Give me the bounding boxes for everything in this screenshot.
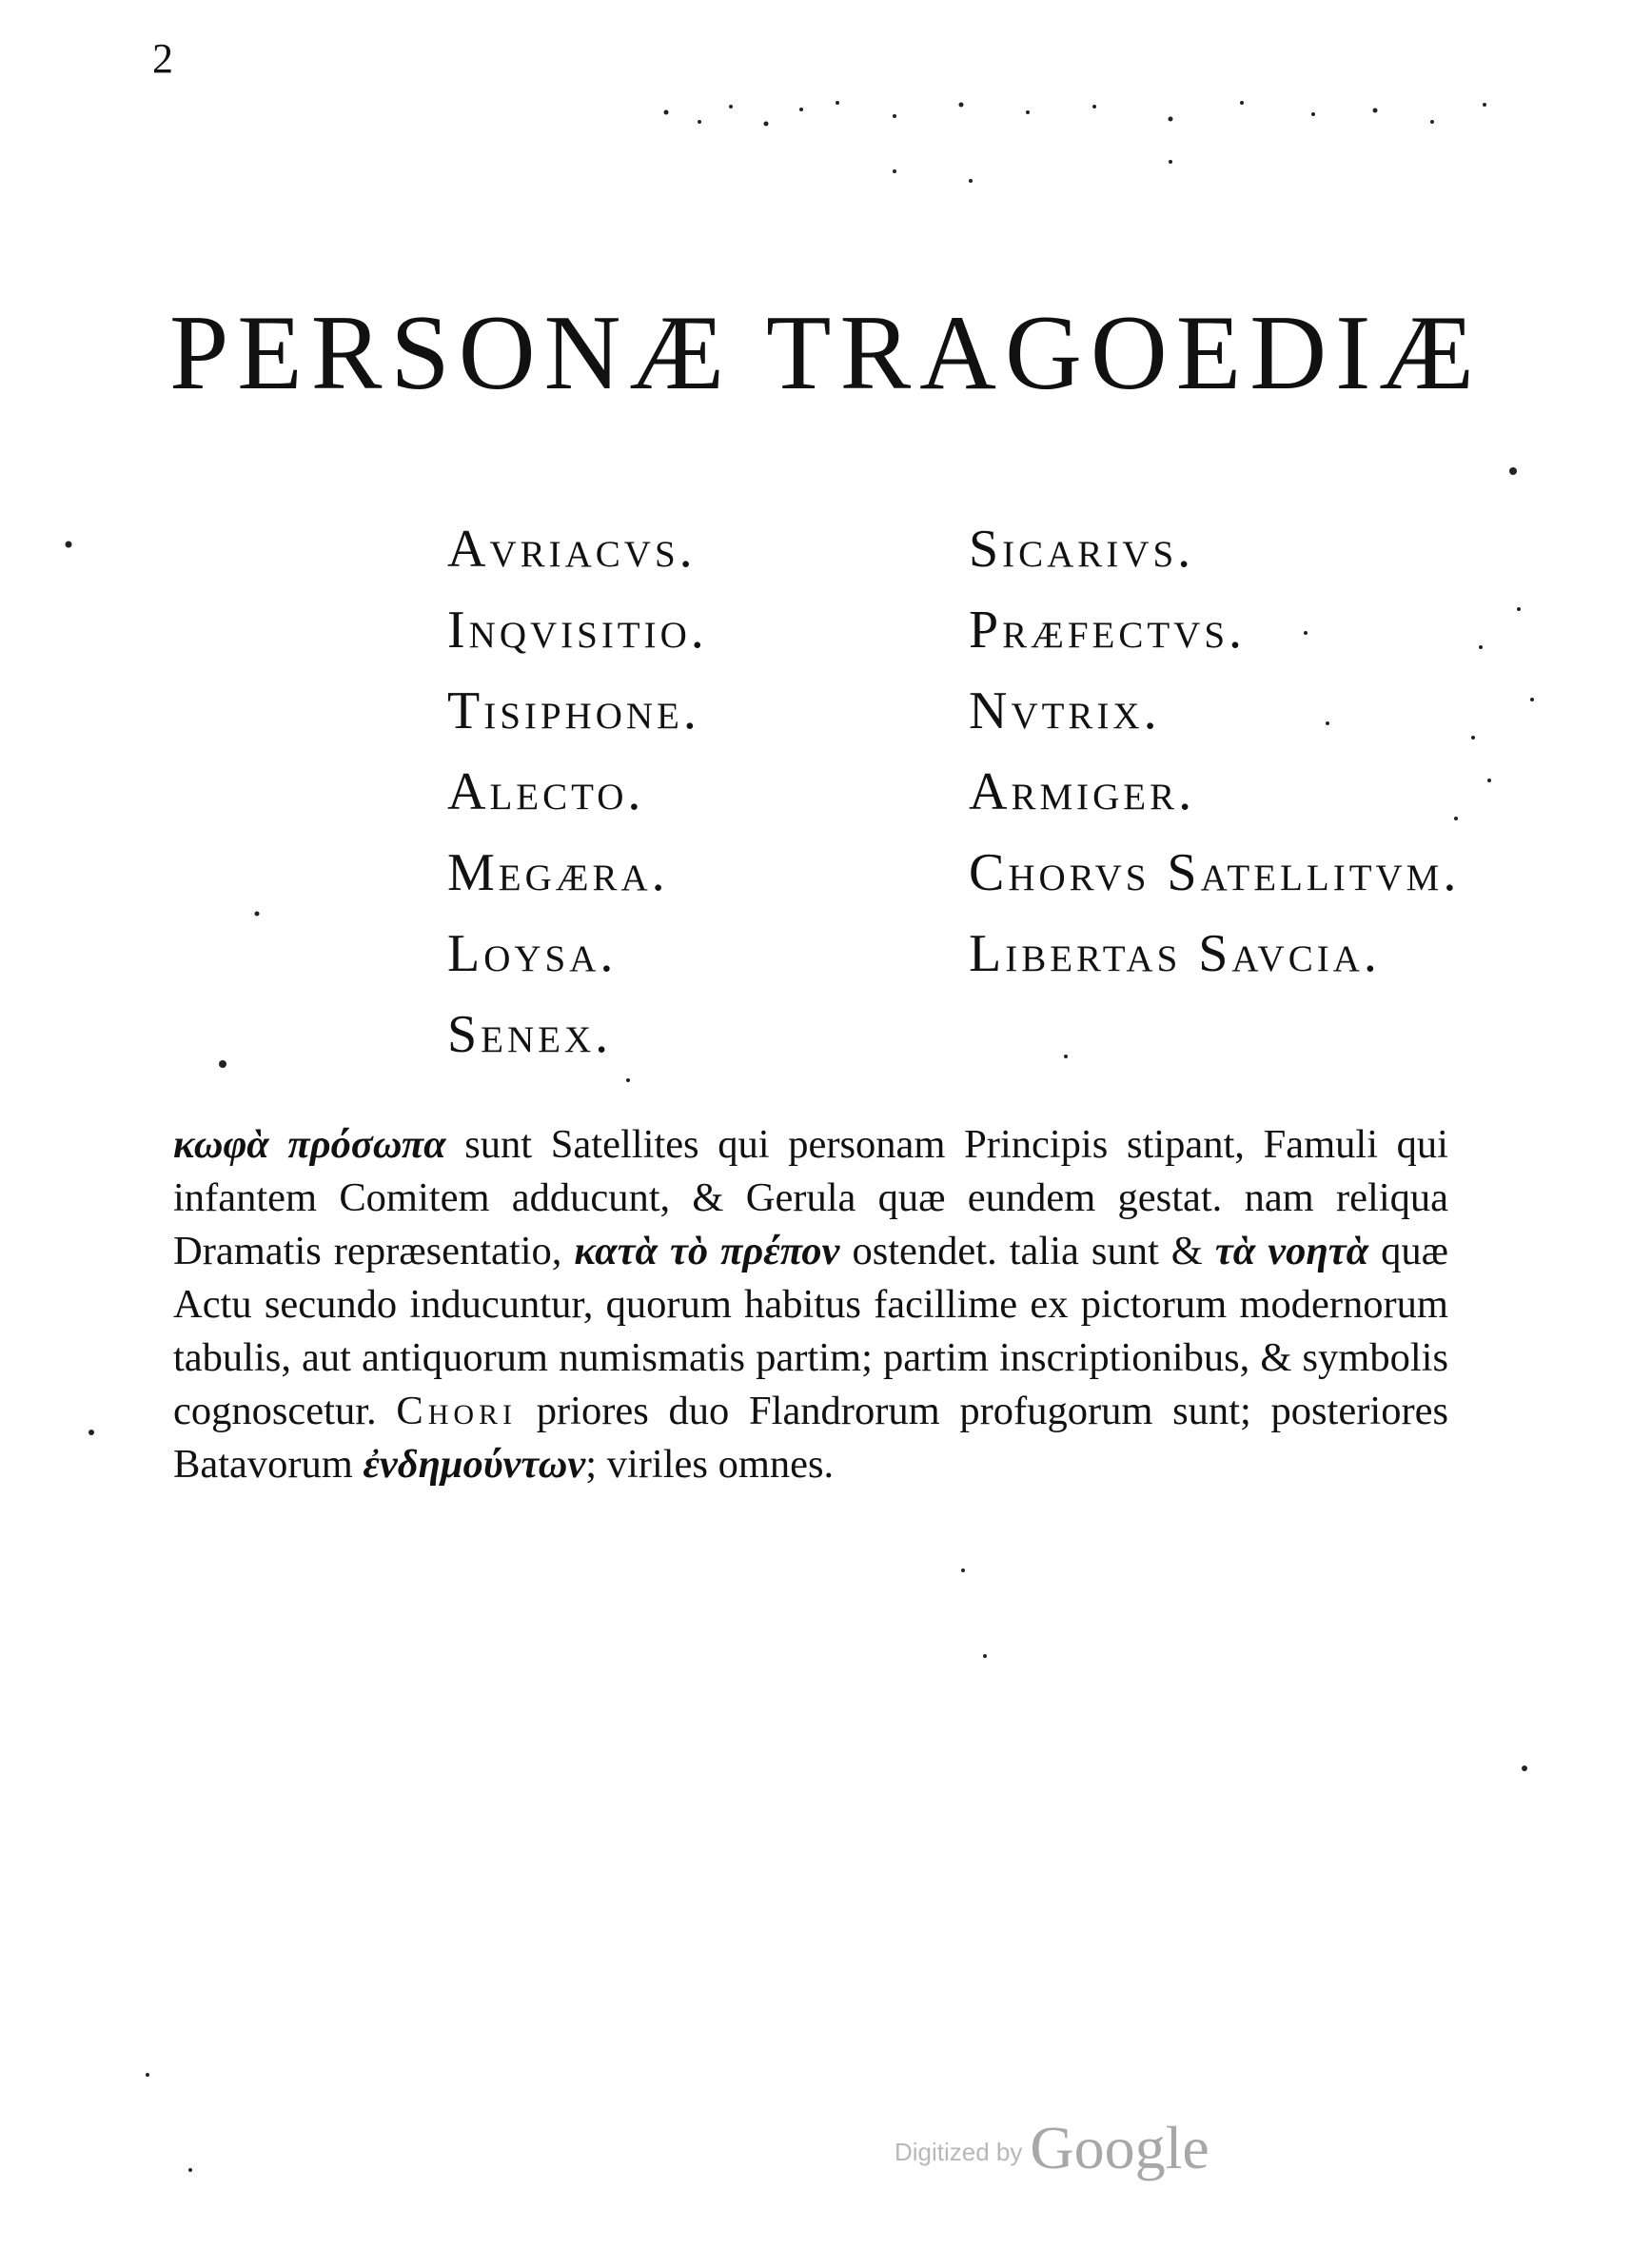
- page-number: 2: [152, 35, 173, 82]
- persona-item: Libertas Savcia.: [969, 924, 1381, 983]
- persona-item: Alecto.: [447, 762, 645, 821]
- persona-item: Megæra.: [447, 843, 669, 902]
- chori-word: Chori: [396, 1389, 518, 1433]
- greek-phrase: ἐνδημούντων: [363, 1442, 586, 1487]
- note-text: quæ Actu secundo inducuntur, quorum habitus facillime ex pictorum modernorum tabulis, aut antiquorum numismatis partim; partim inscriptionibus, & symbolis cognoscetur.: [173, 1229, 1448, 1433]
- note-text: ; viriles omnes.: [585, 1442, 835, 1487]
- greek-phrase: τὰ νοητὰ: [1214, 1229, 1369, 1273]
- personae-list-left: [447, 509, 708, 1075]
- persona-item: Nvtrix.: [969, 681, 1161, 740]
- persona-item: Tisiphone.: [447, 681, 700, 740]
- personae-list-right: [969, 509, 1460, 995]
- persona-item: Sicarivs.: [969, 520, 1195, 579]
- greek-phrase: κωφὰ πρόσωπα: [173, 1122, 446, 1167]
- persona-item: Præfectvs.: [969, 601, 1247, 660]
- greek-phrase: κατὰ τὸ πρέπον: [574, 1229, 840, 1273]
- persona-item: Senex.: [447, 1005, 613, 1064]
- note-text: priores duo Flandrorum profugorum sunt; posteriores Batavorum: [173, 1389, 1448, 1487]
- persona-item: Loysa.: [447, 924, 618, 983]
- persona-item: Armiger.: [969, 762, 1196, 821]
- persona-item: Inqvisitio.: [447, 601, 708, 660]
- watermark-prefix: Digitized by: [895, 2138, 1023, 2166]
- explanatory-note: [173, 1118, 1448, 1491]
- note-text: sunt Satellites qui personam Principis stipant, Famuli qui infantem Comitem adducunt, & Gerula quæ eundem gestat. nam reliqua Dramatis repræsentatio,: [173, 1122, 1448, 1273]
- google-logo: Google: [1030, 2114, 1210, 2181]
- note-text: ostendet. talia sunt &: [839, 1229, 1215, 1273]
- page-title: PERSONÆ TRAGOEDIÆ: [169, 294, 1483, 412]
- persona-item: Chorvs Satellitvm.: [969, 843, 1461, 902]
- digitized-watermark: [895, 2113, 1210, 2183]
- persona-item: Avriacvs.: [447, 520, 697, 579]
